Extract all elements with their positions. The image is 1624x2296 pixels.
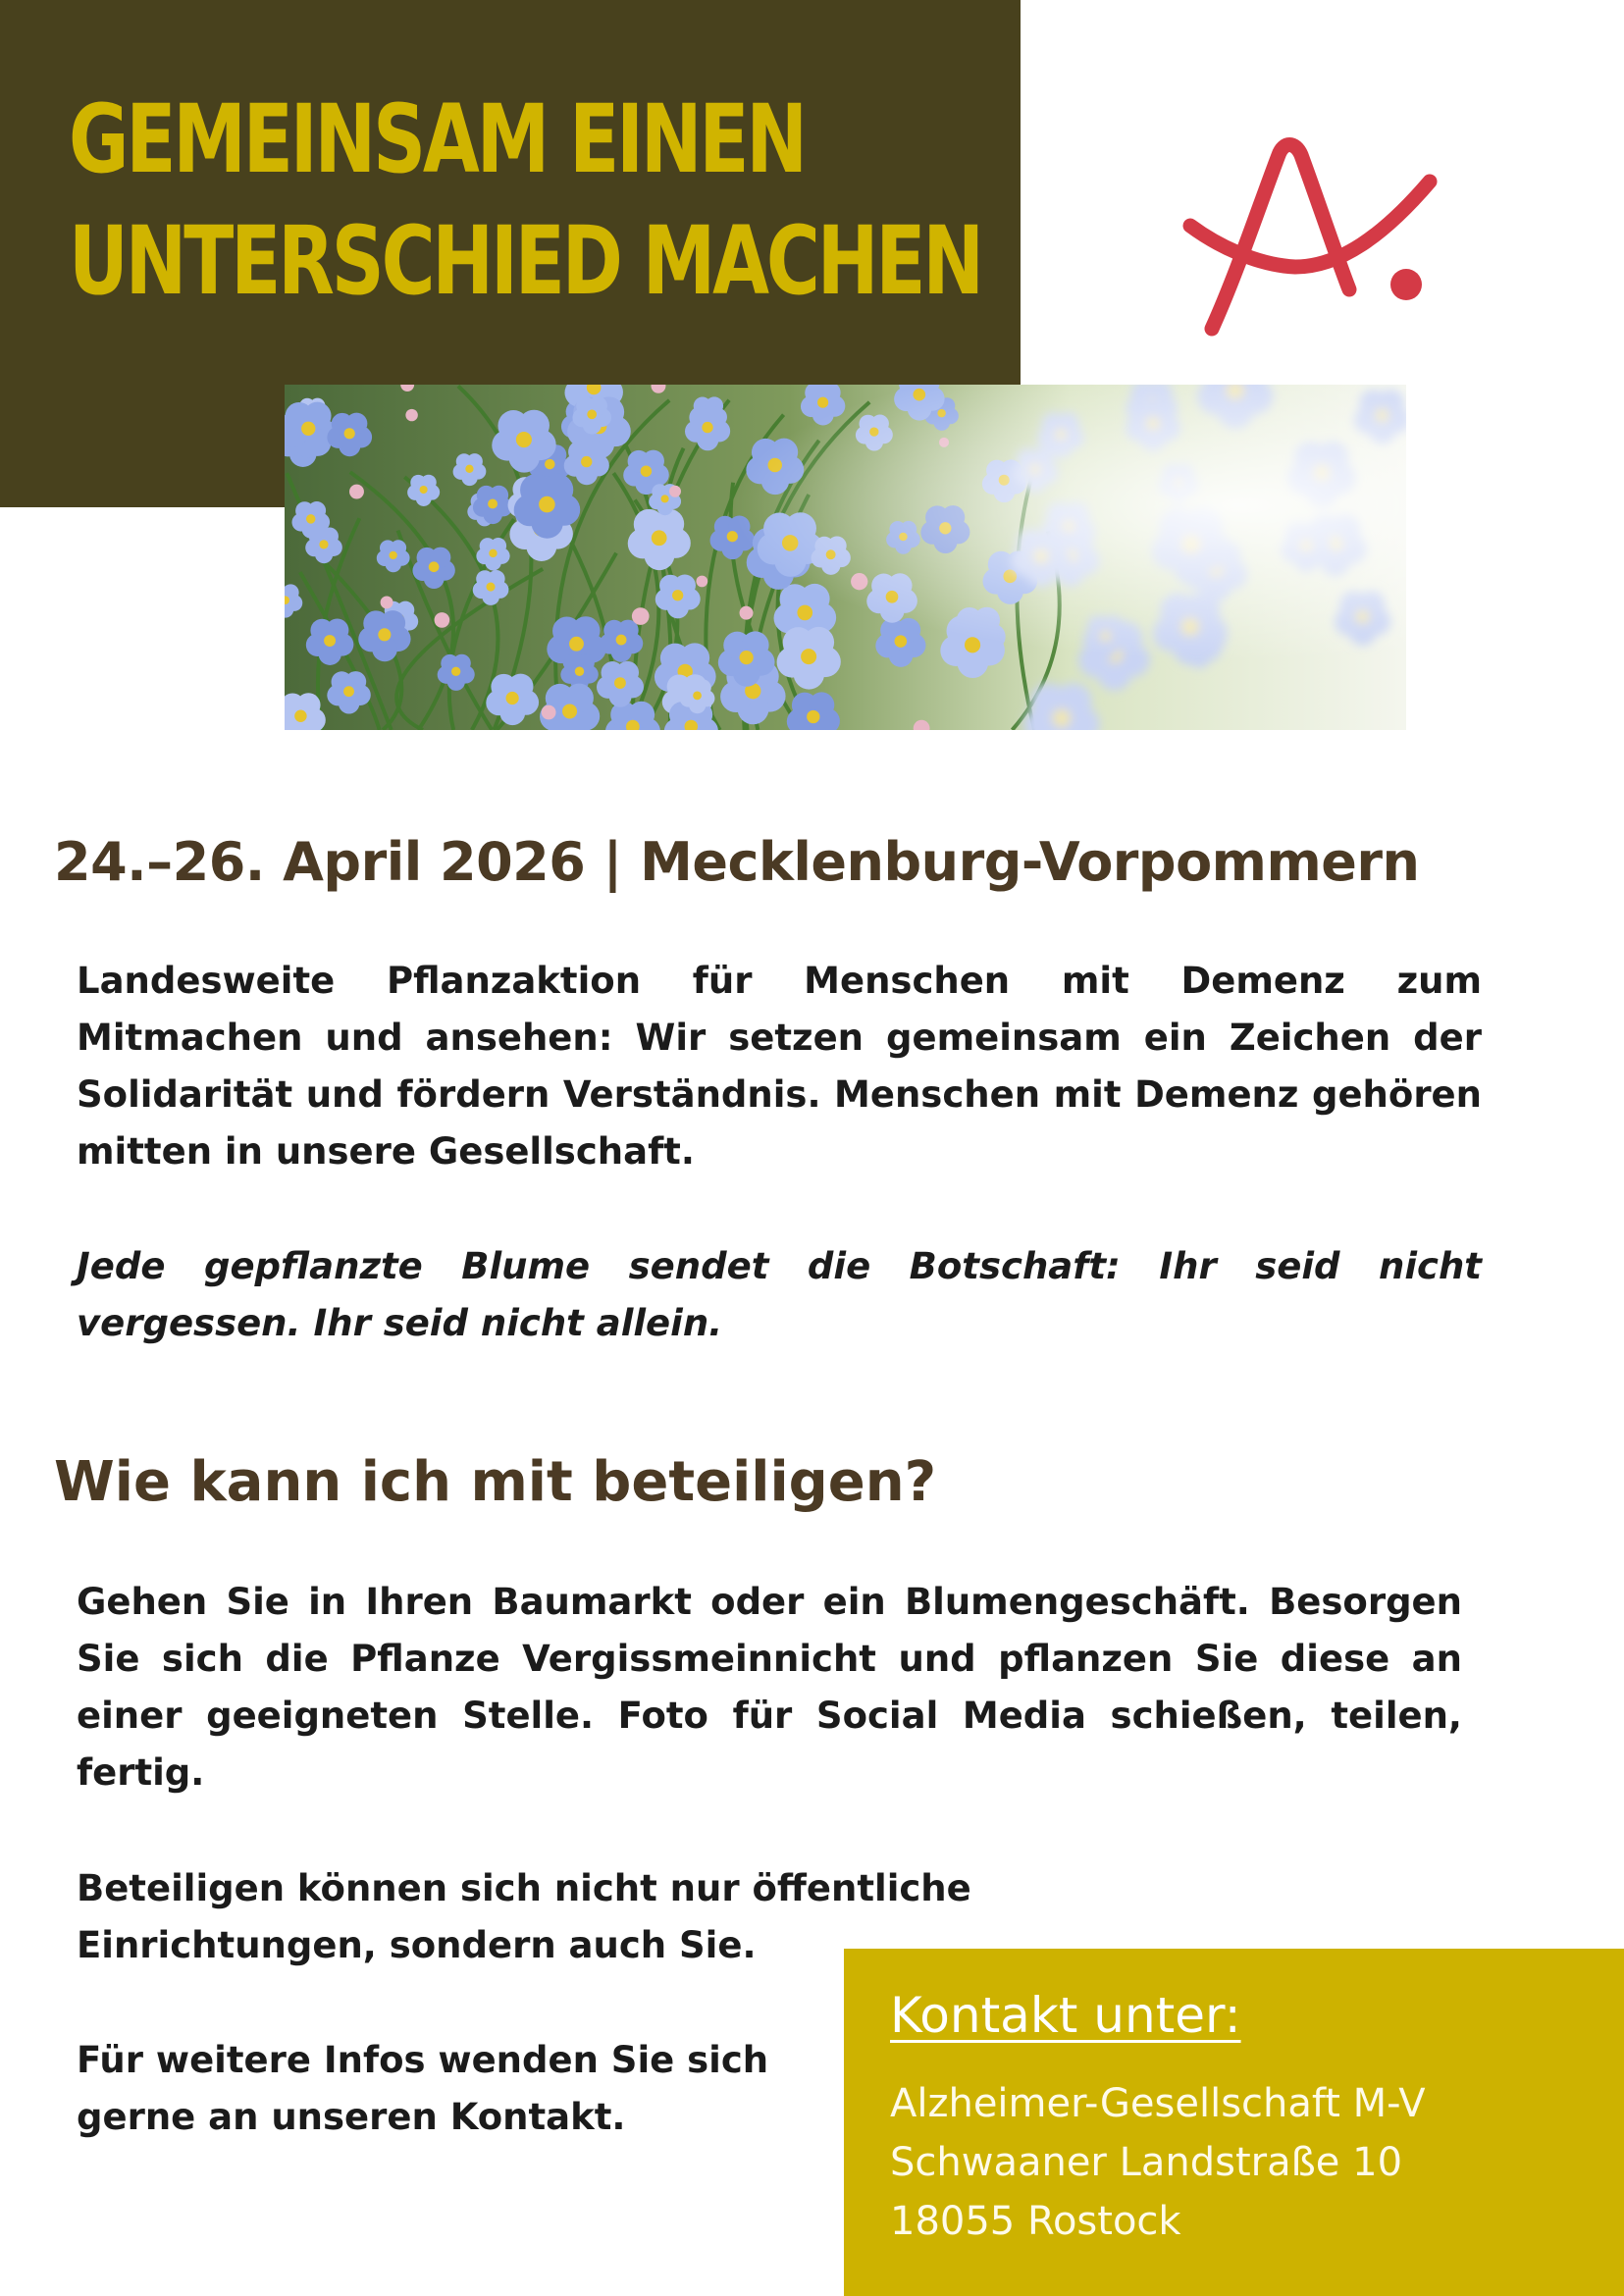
participation-heading: Wie kann ich mit beteiligen? (54, 1450, 937, 1514)
contact-box (844, 1949, 1624, 2296)
event-message-text: Jede gepflanzte Blume sendet die Botschaft: Ihr seid nicht vergessen. Ihr seid nicht allein. (77, 1245, 1482, 1344)
event-intro-text: Landesweite Pflanzaktion für Menschen mit Demenz zum Mitmachen und ansehen: Wir setzen gemeinsam ein Zeichen der Solidarität und fördern Verständnis. Menschen mit Demenz gehören mitten in unsere Gesellschaft. (77, 960, 1482, 1173)
contact-organization: Alzheimer-Gesellschaft M-V (890, 2081, 1426, 2126)
headline-line-1: GEMEINSAM EINEN (69, 84, 805, 194)
contact-street: Schwaaner Landstraße 10 (890, 2140, 1403, 2185)
participation-info-line-2: gerne an unseren Kontakt. (77, 2096, 626, 2138)
event-date-location: 24.–26. April 2026 | Mecklenburg-Vorpommern (54, 831, 1420, 893)
participation-steps-text: Gehen Sie in Ihren Baumarkt oder ein Blumengeschäft. Besorgen Sie sich die Pflanze Vergissmeinnicht und pflanzen Sie diese an einer geeigneten Stelle. Foto für Social Media schießen, teilen, fertig. (77, 1581, 1462, 1794)
participation-info-line-1: Für weitere Infos wenden Sie sich (77, 2039, 769, 2081)
letter-a-logo-icon (1182, 128, 1438, 343)
headline-line-2: UNTERSCHIED MACHEN (69, 206, 981, 316)
participation-who-line-1: Beteiligen können sich nicht nur öffentliche (77, 1867, 971, 1909)
contact-title: Kontakt unter: (890, 1987, 1241, 2044)
headline (69, 78, 981, 322)
participation-info-text (77, 2032, 822, 2146)
participation-who-line-2: Einrichtungen, sondern auch Sie. (77, 1924, 757, 1966)
contact-city: 18055 Rostock (890, 2199, 1181, 2244)
forget-me-not-flowers-photo (285, 385, 1406, 730)
